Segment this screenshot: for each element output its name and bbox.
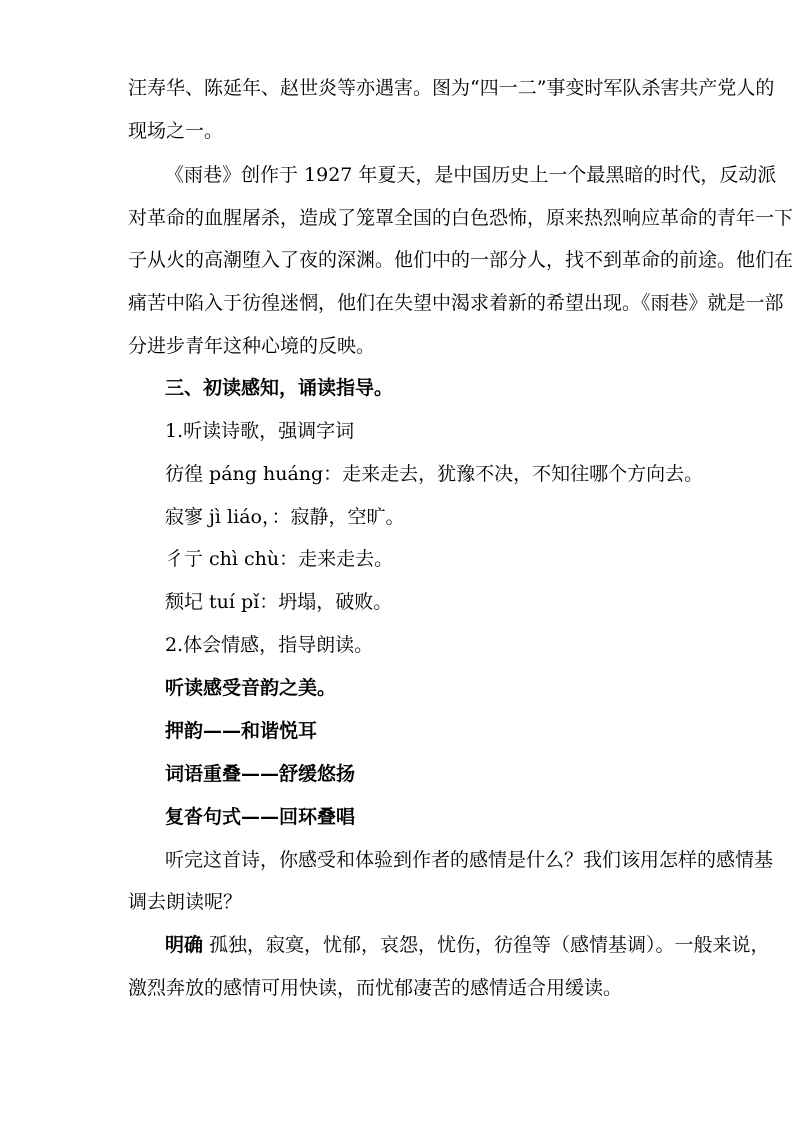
- section-heading: 三、初读感知，诵读指导。: [165, 377, 394, 399]
- vocab-item: 寂寥 jì liáo，：寂静，空旷。: [165, 506, 405, 528]
- step-title: 2.体会情感，指导朗读。: [165, 634, 374, 656]
- paragraph-line: 《雨巷》创作于 1927 年夏天，是中国历史上一个最黑暗的时代，反动派: [165, 164, 777, 186]
- answer-text: 孤独，寂寞，忧郁，哀怨，忧伤，彷徨等（感情基调）。一般来说，: [203, 934, 770, 956]
- vocab-item: 彷徨 páng huáng：走来走去，犹豫不决，不知往哪个方向去。: [165, 463, 704, 485]
- answer-line: [165, 933, 770, 957]
- paragraph-line: 分进步青年这种心境的反映。: [128, 335, 376, 357]
- vocab-item: 颓圮 tuí pǐ：坍塌，破败。: [165, 591, 393, 613]
- question-line: 调去朗读呢？: [128, 891, 243, 913]
- question-line: 听完这首诗，你感受和体验到作者的感情是什么？我们该用怎样的感情基: [165, 849, 774, 871]
- step-title: 1.听读诗歌，强调字词: [165, 420, 355, 442]
- bold-line: 押韵——和谐悦耳: [165, 720, 318, 742]
- answer-label: 明确: [165, 934, 204, 956]
- bold-line: 听读感受音韵之美。: [165, 677, 337, 699]
- paragraph-line: 汪寿华、陈延年、赵世炎等亦遇害。图为“四一二”事变时军队杀害共产党人的: [128, 77, 775, 99]
- bold-line: 词语重叠——舒缓悠扬: [165, 763, 356, 785]
- vocab-item: 彳亍 chì chù：走来走去。: [165, 548, 394, 570]
- answer-line: 激烈奔放的感情可用快读，而忧郁凄苦的感情适合用缓读。: [128, 977, 623, 999]
- paragraph-line: 痛苦中陷入于彷徨迷惘，他们在失望中渴求着新的希望出现。《雨巷》就是一部: [128, 292, 784, 314]
- bold-line: 复沓句式——回环叠唱: [165, 806, 356, 828]
- paragraph-line: 现场之一。: [128, 120, 224, 142]
- paragraph-line: 对革命的血腥屠杀，造成了笼罩全国的白色恐怖，原来热烈响应革命的青年一下: [128, 207, 794, 229]
- paragraph-line: 子从火的高潮堕入了夜的深渊。他们中的一部分人，找不到革命的前途。他们在: [128, 249, 794, 271]
